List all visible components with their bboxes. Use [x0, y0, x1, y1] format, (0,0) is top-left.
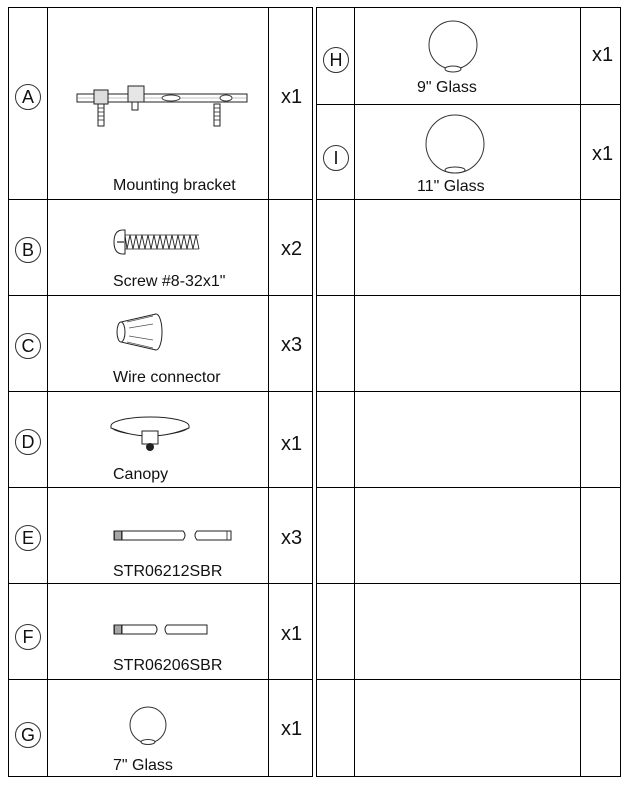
part-letter: I [323, 145, 349, 171]
part-name: STR06206SBR [113, 657, 223, 674]
part-letter: A [15, 84, 41, 110]
part-letter: H [323, 47, 349, 73]
part-name: 11" Glass [417, 178, 485, 195]
part-letter: B [15, 237, 41, 263]
part-quantity: x3 [281, 527, 303, 549]
part-quantity: x1 [281, 433, 303, 455]
screw-icon [113, 228, 203, 256]
part-quantity: x2 [281, 238, 303, 260]
glass-globe-icon [428, 18, 478, 76]
wire-connector-icon [113, 312, 165, 352]
mounting-bracket-icon [76, 86, 248, 130]
part-name: 9" Glass [417, 79, 477, 96]
part-letter: F [15, 624, 41, 650]
part-name: Canopy [113, 466, 169, 483]
glass-globe-icon [424, 114, 486, 174]
part-quantity: x1 [281, 623, 303, 645]
part-name: Wire connector [113, 369, 221, 386]
stem-rod-icon [113, 528, 237, 544]
part-quantity: x1 [281, 86, 303, 108]
part-name: Screw #8-32x1" [113, 273, 226, 290]
part-name: 7" Glass [113, 757, 173, 774]
part-letter: G [15, 722, 41, 748]
part-quantity: x1 [592, 44, 614, 66]
part-quantity: x1 [281, 718, 303, 740]
part-quantity: x1 [592, 143, 614, 165]
part-name: STR06212SBR [113, 563, 223, 580]
part-quantity: x3 [281, 334, 303, 356]
glass-globe-icon [128, 706, 168, 746]
part-letter: D [15, 429, 41, 455]
canopy-icon [110, 414, 192, 454]
stem-rod-icon [113, 622, 211, 638]
part-letter: C [15, 333, 41, 359]
part-name: Mounting bracket [113, 177, 236, 194]
part-letter: E [15, 525, 41, 551]
